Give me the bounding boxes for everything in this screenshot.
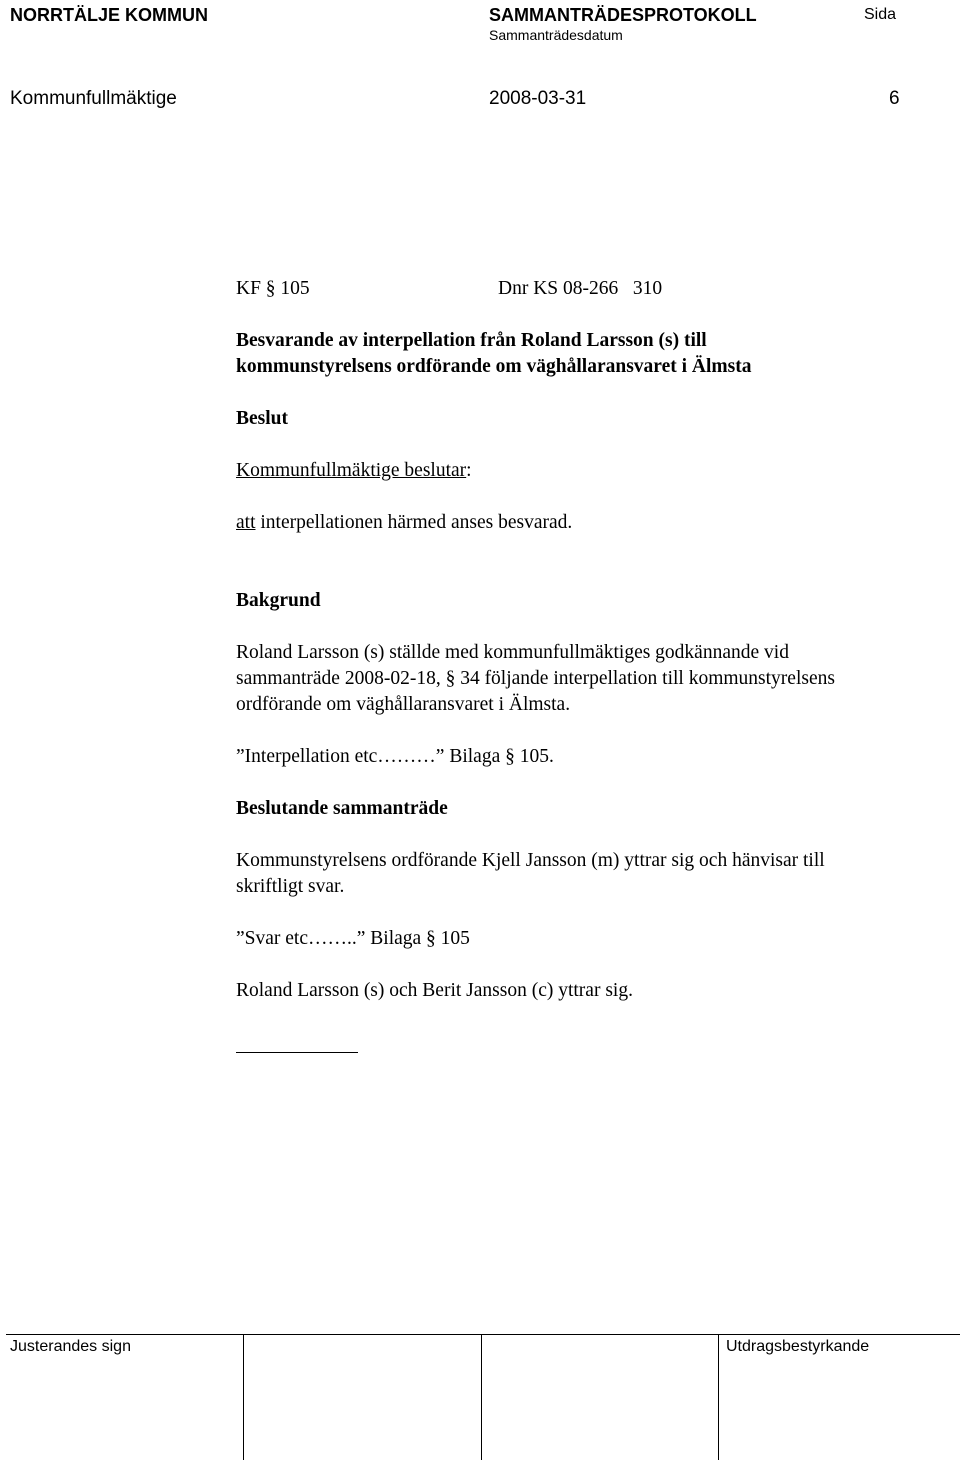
att-word: att bbox=[236, 512, 256, 533]
certification-label: Utdragsbestyrkande bbox=[726, 1338, 870, 1355]
decision-intro-main: Kommunfullmäktige beslutar bbox=[236, 460, 467, 481]
decision-heading: Beslut bbox=[236, 408, 289, 429]
item-reference: KF § 105 bbox=[236, 278, 310, 299]
background-line-3: ordförande om väghållaransvaret i Älmsta. bbox=[236, 694, 571, 715]
footer-divider bbox=[481, 1334, 482, 1460]
closing-statement: Roland Larsson (s) och Berit Jansson (c) yttrar sig. bbox=[236, 980, 633, 1001]
section-end-rule bbox=[236, 1052, 358, 1053]
footer-divider bbox=[243, 1334, 244, 1460]
decision-statement: interpellationen härmed anses besvarad. bbox=[255, 512, 573, 533]
footer-divider bbox=[718, 1334, 719, 1460]
decision-intro-suffix: : bbox=[466, 460, 472, 481]
background-heading: Bakgrund bbox=[236, 590, 321, 611]
answer-reference: ”Svar etc……..” Bilaga § 105 bbox=[236, 928, 470, 949]
footer-top-rule bbox=[6, 1334, 960, 1335]
item-title-line-2: kommunstyrelsens ordförande om väghållaransvaret i Älmsta bbox=[236, 356, 752, 377]
footer-signature-table bbox=[6, 1334, 960, 1460]
meeting-date: 2008-03-31 bbox=[489, 88, 587, 109]
organization-name: NORRTÄLJE KOMMUN bbox=[10, 5, 208, 25]
page-label: Sida bbox=[864, 6, 897, 23]
meeting-date-label: Sammanträdesdatum bbox=[489, 27, 623, 43]
decision-text bbox=[236, 512, 572, 534]
document-type: SAMMANTRÄDESPROTOKOLL bbox=[489, 5, 757, 25]
signature-label: Justerandes sign bbox=[10, 1338, 131, 1355]
interpellation-reference: ”Interpellation etc………” Bilaga § 105. bbox=[236, 746, 554, 767]
background-line-1: Roland Larsson (s) ställde med kommunfullmäktiges godkännande vid bbox=[236, 642, 789, 663]
meeting-line-2: skriftligt svar. bbox=[236, 876, 345, 897]
item-title-line-1: Besvarande av interpellation från Roland Larsson (s) till bbox=[236, 330, 707, 351]
diary-number: Dnr KS 08-266 310 bbox=[498, 278, 663, 299]
page-number: 6 bbox=[889, 88, 900, 109]
meeting-heading: Beslutande sammanträde bbox=[236, 798, 448, 819]
decision-intro bbox=[236, 460, 472, 482]
background-line-2: sammanträde 2008-02-18, § 34 följande interpellation till kommunstyrelsens bbox=[236, 668, 835, 689]
meeting-line-1: Kommunstyrelsens ordförande Kjell Jansson (m) yttrar sig och hänvisar till bbox=[236, 850, 825, 871]
governing-body: Kommunfullmäktige bbox=[10, 88, 177, 109]
